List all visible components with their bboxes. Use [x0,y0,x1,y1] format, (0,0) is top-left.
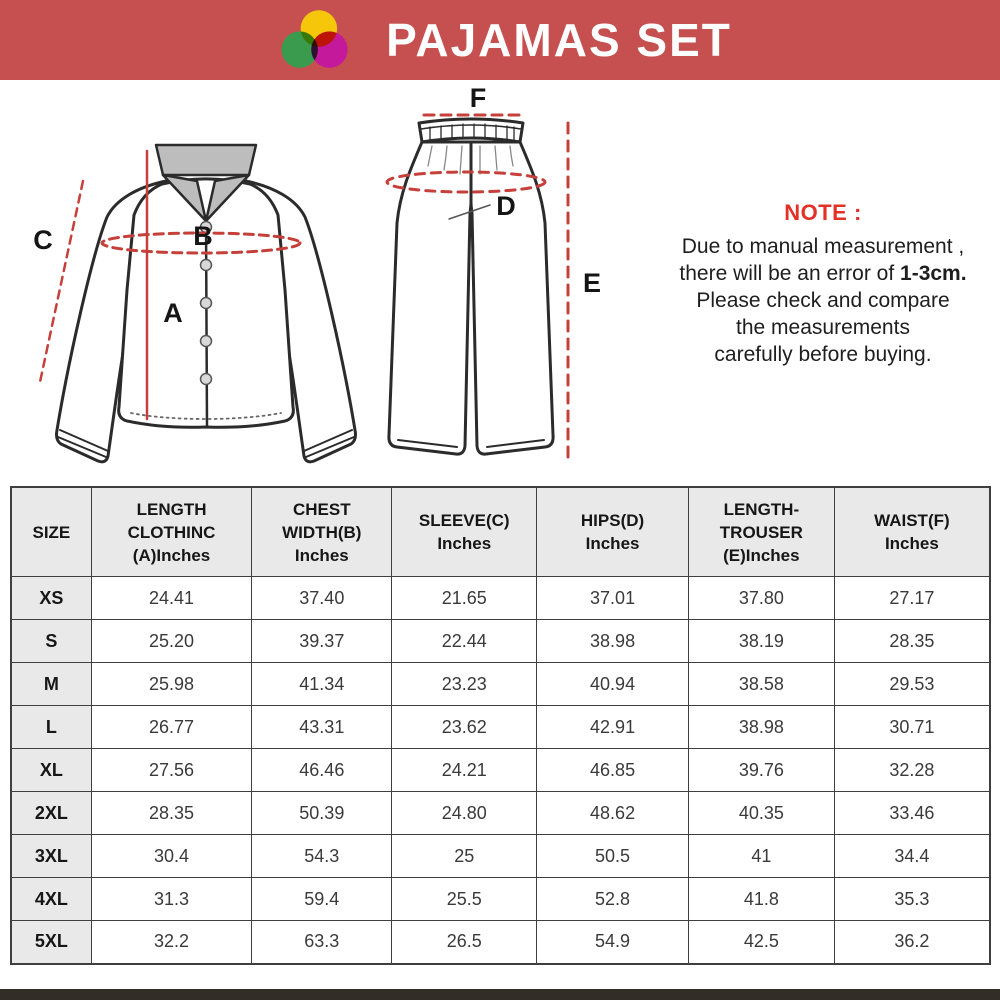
measurement-cell: 32.2 [91,921,252,964]
measurement-cell: 41.34 [252,663,392,706]
pajama-pants-drawing [389,119,553,454]
measurement-cell: 25.98 [91,663,252,706]
table-row [11,878,990,921]
table-header-row [11,487,990,577]
note-line: Due to manual measurement , [681,235,965,258]
size-cell: M [11,663,91,706]
measurement-cell: 32.28 [834,749,990,792]
measurement-cell: 28.35 [834,620,990,663]
table-row [11,792,990,835]
table-body [11,577,990,964]
label-b: B [193,221,213,251]
measurement-cell: 50.39 [252,792,392,835]
measurement-cell: 59.4 [252,878,392,921]
measurement-cell: 37.01 [537,577,689,620]
measurement-cell: 24.41 [91,577,252,620]
label-d: D [496,191,516,221]
measurement-cell: 38.98 [537,620,689,663]
column-header: LENGTH CLOTHINC (A)Inches [91,487,252,577]
pajama-top-drawing [57,145,356,462]
measurement-cell: 52.8 [537,878,689,921]
bottom-bar [0,989,1000,1000]
measurement-cell: 54.3 [252,835,392,878]
note-line-text: there will be an error of [679,262,901,285]
note-line: the measurements [736,316,910,339]
measurement-cell: 63.3 [252,921,392,964]
column-header: WAIST(F) Inches [834,487,990,577]
measurement-cell: 21.65 [392,577,537,620]
measurement-cell: 29.53 [834,663,990,706]
measurement-cell: 25.5 [392,878,537,921]
measurement-cell: 35.3 [834,878,990,921]
note-line [652,260,994,287]
column-header: SLEEVE(C) Inches [392,487,537,577]
measurement-cell: 46.46 [252,749,392,792]
note-line-bold-text: 1-3cm. [900,262,967,285]
size-table [10,486,991,965]
measurement-cell: 24.21 [392,749,537,792]
measurement-cell: 41.8 [688,878,834,921]
measurement-diagram [0,85,660,485]
measurement-cell: 48.62 [537,792,689,835]
measurement-cell: 36.2 [834,921,990,964]
measurement-cell: 30.71 [834,706,990,749]
measurement-cell: 46.85 [537,749,689,792]
measurement-cell: 42.91 [537,706,689,749]
size-cell: 4XL [11,878,91,921]
measurement-cell: 24.80 [392,792,537,835]
measurement-cell: 34.4 [834,835,990,878]
size-cell: XS [11,577,91,620]
measurement-cell: 54.9 [537,921,689,964]
measurement-cell: 38.98 [688,706,834,749]
measurement-cell: 23.62 [392,706,537,749]
measurement-cell: 27.17 [834,577,990,620]
size-cell: 5XL [11,921,91,964]
label-c: C [33,225,53,255]
note-block [652,200,994,368]
banner [0,0,1000,80]
measurement-cell: 40.35 [688,792,834,835]
measurement-cell: 23.23 [392,663,537,706]
size-cell: 3XL [11,835,91,878]
measurement-cell: 37.80 [688,577,834,620]
measurement-cell: 39.76 [688,749,834,792]
note-heading: NOTE : [784,200,862,225]
measurement-cell: 27.56 [91,749,252,792]
measurement-cell: 26.5 [392,921,537,964]
table-row [11,706,990,749]
size-cell: S [11,620,91,663]
brand-logo-icon [268,8,364,72]
measurement-cell: 33.46 [834,792,990,835]
column-header: HIPS(D) Inches [537,487,689,577]
measurement-cell: 25.20 [91,620,252,663]
column-header: SIZE [11,487,91,577]
measurement-cell: 50.5 [537,835,689,878]
measurement-cell: 30.4 [91,835,252,878]
measurement-cell: 40.94 [537,663,689,706]
column-header: CHEST WIDTH(B) Inches [252,487,392,577]
size-cell: XL [11,749,91,792]
note-line: carefully before buying. [714,343,932,366]
label-f: F [469,85,487,113]
table-row [11,663,990,706]
table-row [11,921,990,964]
note-line: Please check and compare [696,289,950,312]
measurement-cell: 38.19 [688,620,834,663]
measurement-cell: 41 [688,835,834,878]
label-a: A [163,298,183,328]
table-row [11,749,990,792]
measurement-cell: 43.31 [252,706,392,749]
table-row [11,835,990,878]
measurement-cell: 37.40 [252,577,392,620]
measurement-cell: 25 [392,835,537,878]
table-row [11,620,990,663]
measurement-cell: 39.37 [252,620,392,663]
label-e: E [582,268,602,298]
page-title: PAJAMAS SET [386,14,732,66]
size-cell: L [11,706,91,749]
measurement-cell: 22.44 [392,620,537,663]
measurement-cell: 26.77 [91,706,252,749]
measurement-cell: 38.58 [688,663,834,706]
measurement-cell: 42.5 [688,921,834,964]
measurement-cell: 28.35 [91,792,252,835]
column-header: LENGTH- TROUSER (E)Inches [688,487,834,577]
measurement-cell: 31.3 [91,878,252,921]
size-cell: 2XL [11,792,91,835]
table-row [11,577,990,620]
